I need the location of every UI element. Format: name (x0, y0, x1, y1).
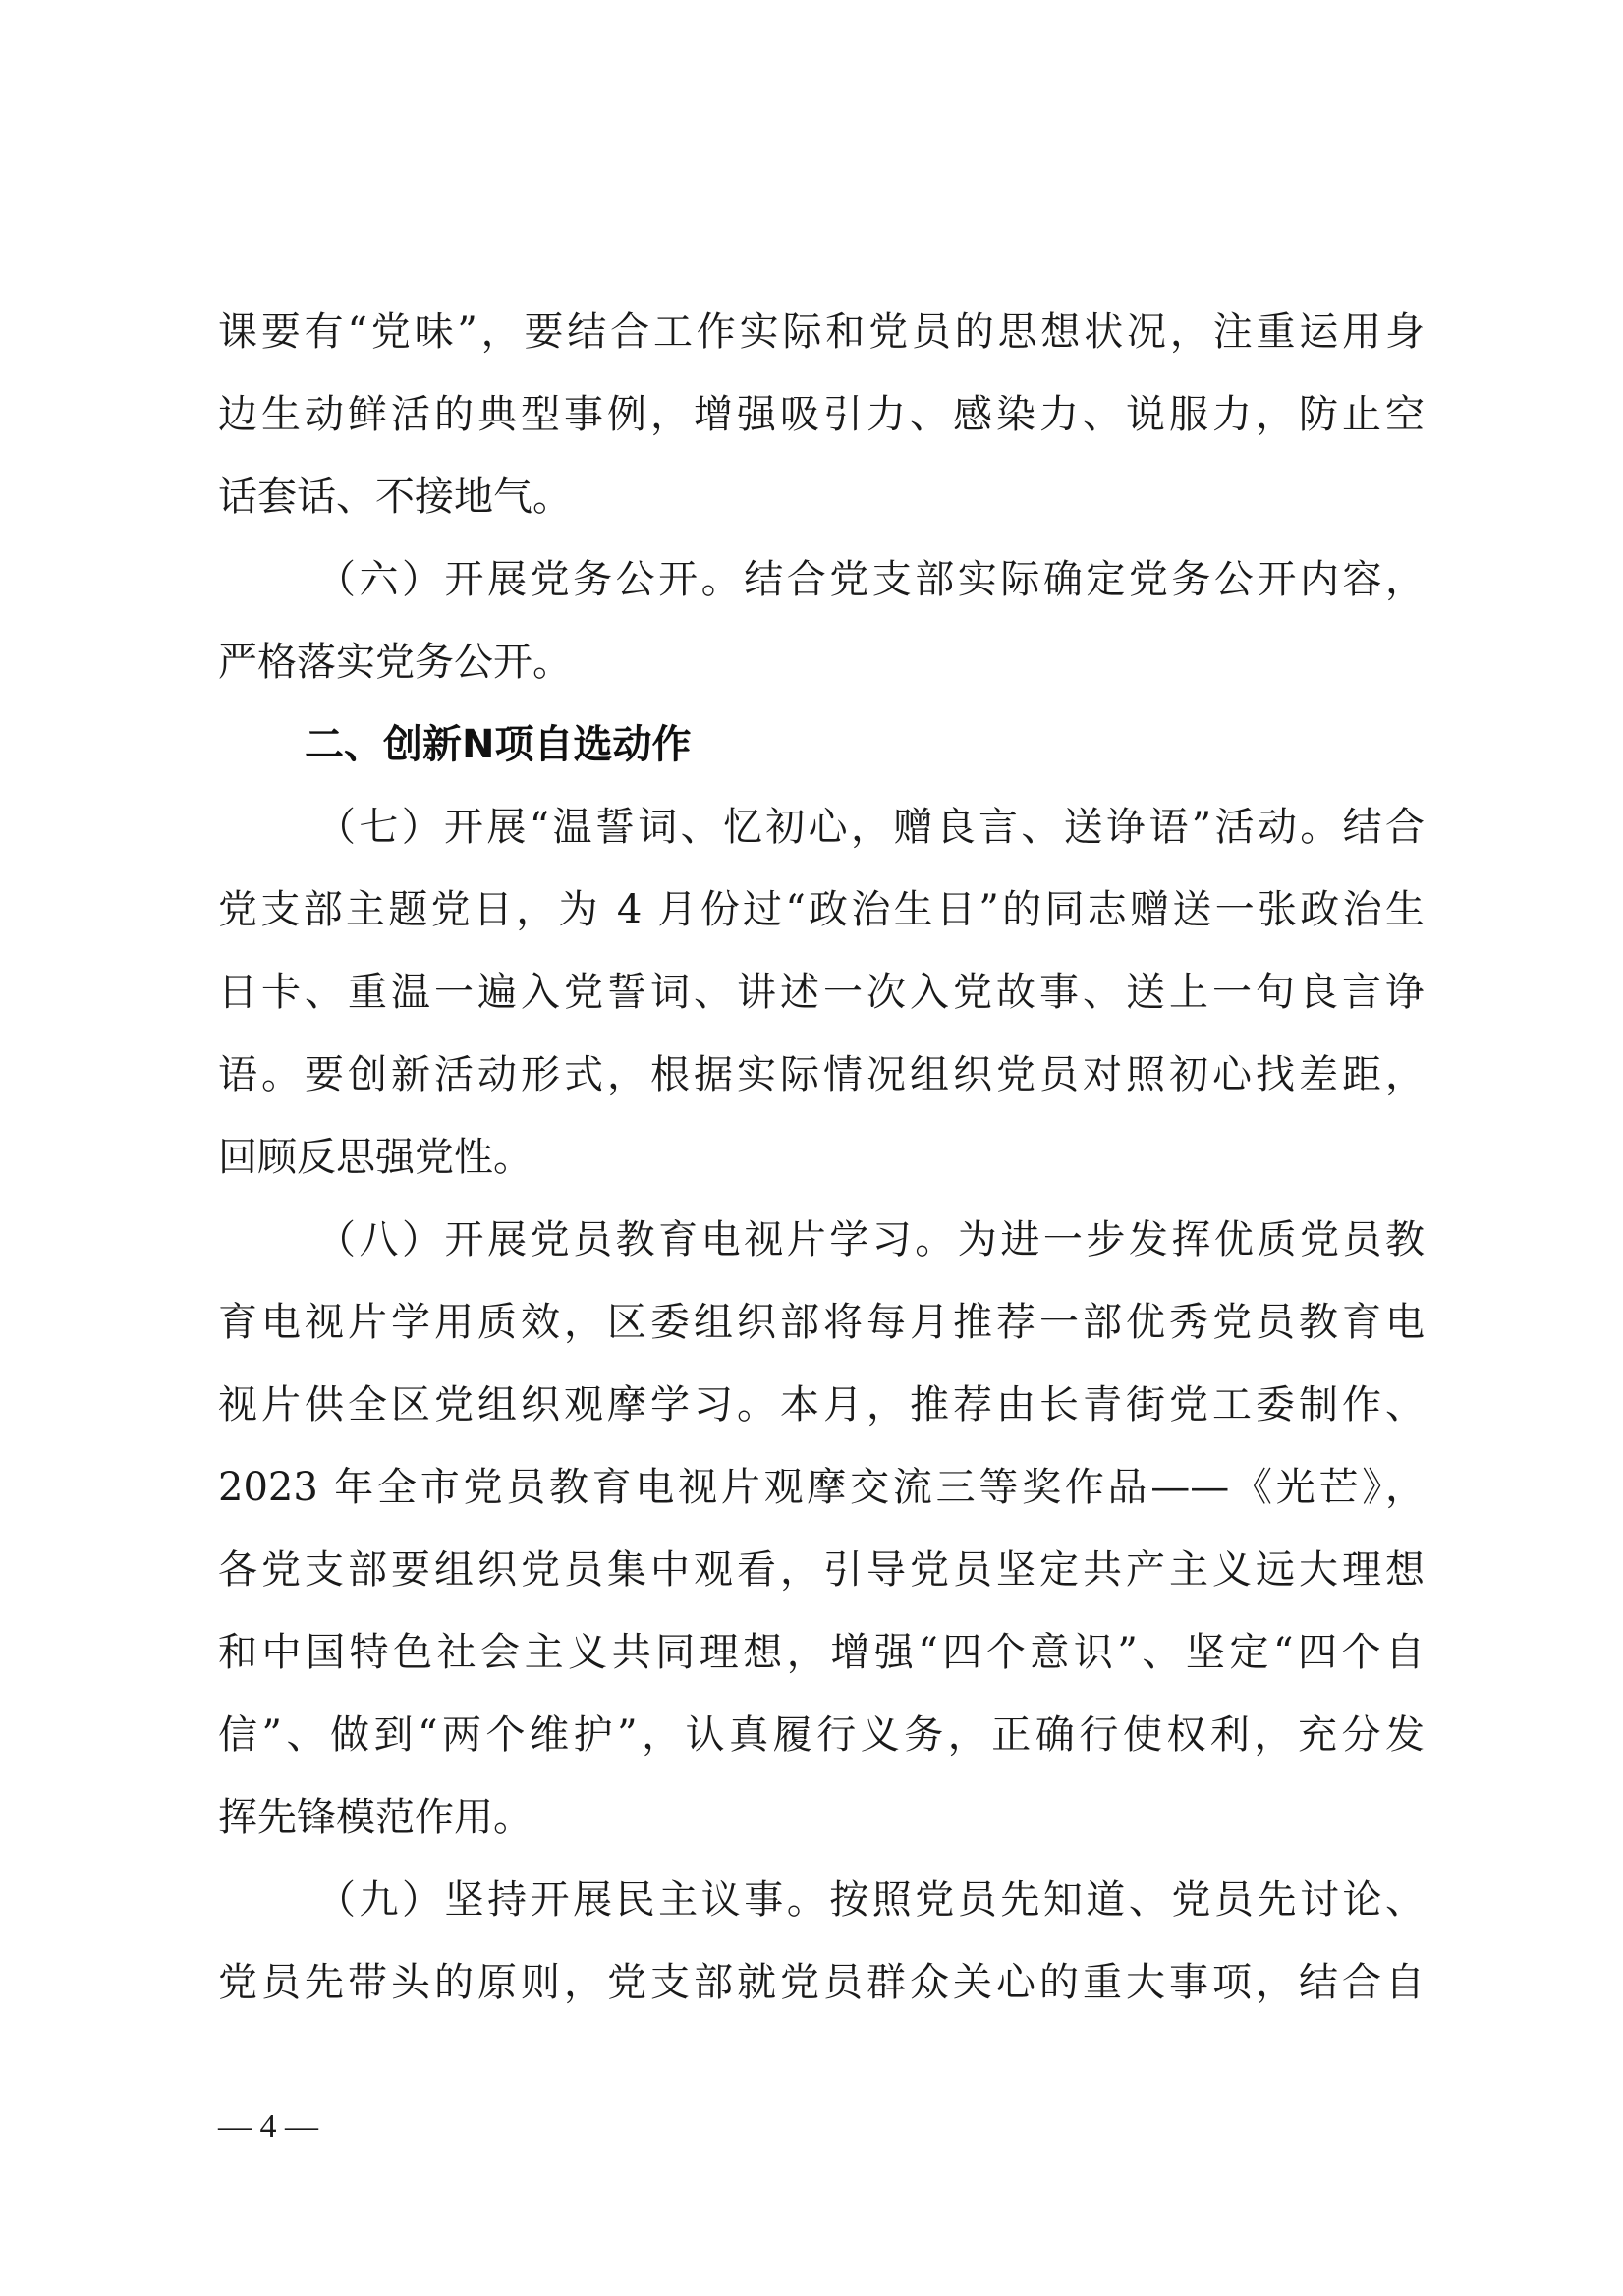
paragraph-line: 语。要创新活动形式，根据实际情况组织党员对照初心找差距， (218, 1052, 1425, 1097)
paragraph-line: 挥先锋模范作用。 (218, 1795, 532, 1840)
paragraph-first-line: （七）开展“温誓词、忆初心，赠良言、送诤语”活动。结合 (316, 805, 1425, 850)
paragraph-line: 党员先带头的原则，党支部就党员群众关心的重大事项，结合自 (218, 1960, 1425, 2005)
paragraph-line: 各党支部要组织党员集中观看，引导党员坚定共产主义远大理想 (218, 1547, 1425, 1593)
paragraph-line: 日卡、重温一遍入党誓词、讲述一次入党故事、送上一句良言诤 (218, 970, 1425, 1015)
paragraph-line: 视片供全区党组织观摩学习。本月，推荐由长青街党工委制作、 (218, 1382, 1425, 1428)
paragraph-line: 严格落实党务公开。 (218, 640, 572, 685)
paragraph-line: 和中国特色社会主义共同理想，增强“四个意识”、坚定“四个自 (218, 1630, 1425, 1675)
paragraph-line: 信”、做到“两个维护”，认真履行义务，正确行使权利，充分发 (218, 1712, 1425, 1758)
section-heading: 二、创新N项自选动作 (305, 722, 692, 767)
paragraph-first-line: （六）开展党务公开。结合党支部实际确定党务公开内容， (316, 557, 1425, 602)
paragraph-line: 回顾反思强党性。 (218, 1135, 532, 1180)
paragraph-line: 边生动鲜活的典型事例，增强吸引力、感染力、说服力，防止空 (218, 392, 1425, 437)
paragraph-line: 2023 年全市党员教育电视片观摩交流三等奖作品——《光芒》， (218, 1465, 1425, 1510)
paragraph-line: 话套话、不接地气。 (218, 475, 572, 520)
paragraph-first-line: （九）坚持开展民主议事。按照党员先知道、党员先讨论、 (316, 1877, 1425, 1923)
paragraph-line: 党支部主题党日，为 4 月份过“政治生日”的同志赠送一张政治生 (218, 887, 1425, 932)
paragraph-line: 课要有“党味”，要结合工作实际和党员的思想状况，注重运用身 (218, 309, 1425, 355)
page-number: — 4 — (218, 2108, 318, 2145)
paragraph-line: 育电视片学用质效，区委组织部将每月推荐一部优秀党员教育电 (218, 1300, 1425, 1345)
paragraph-first-line: （八）开展党员教育电视片学习。为进一步发挥优质党员教 (316, 1217, 1425, 1262)
